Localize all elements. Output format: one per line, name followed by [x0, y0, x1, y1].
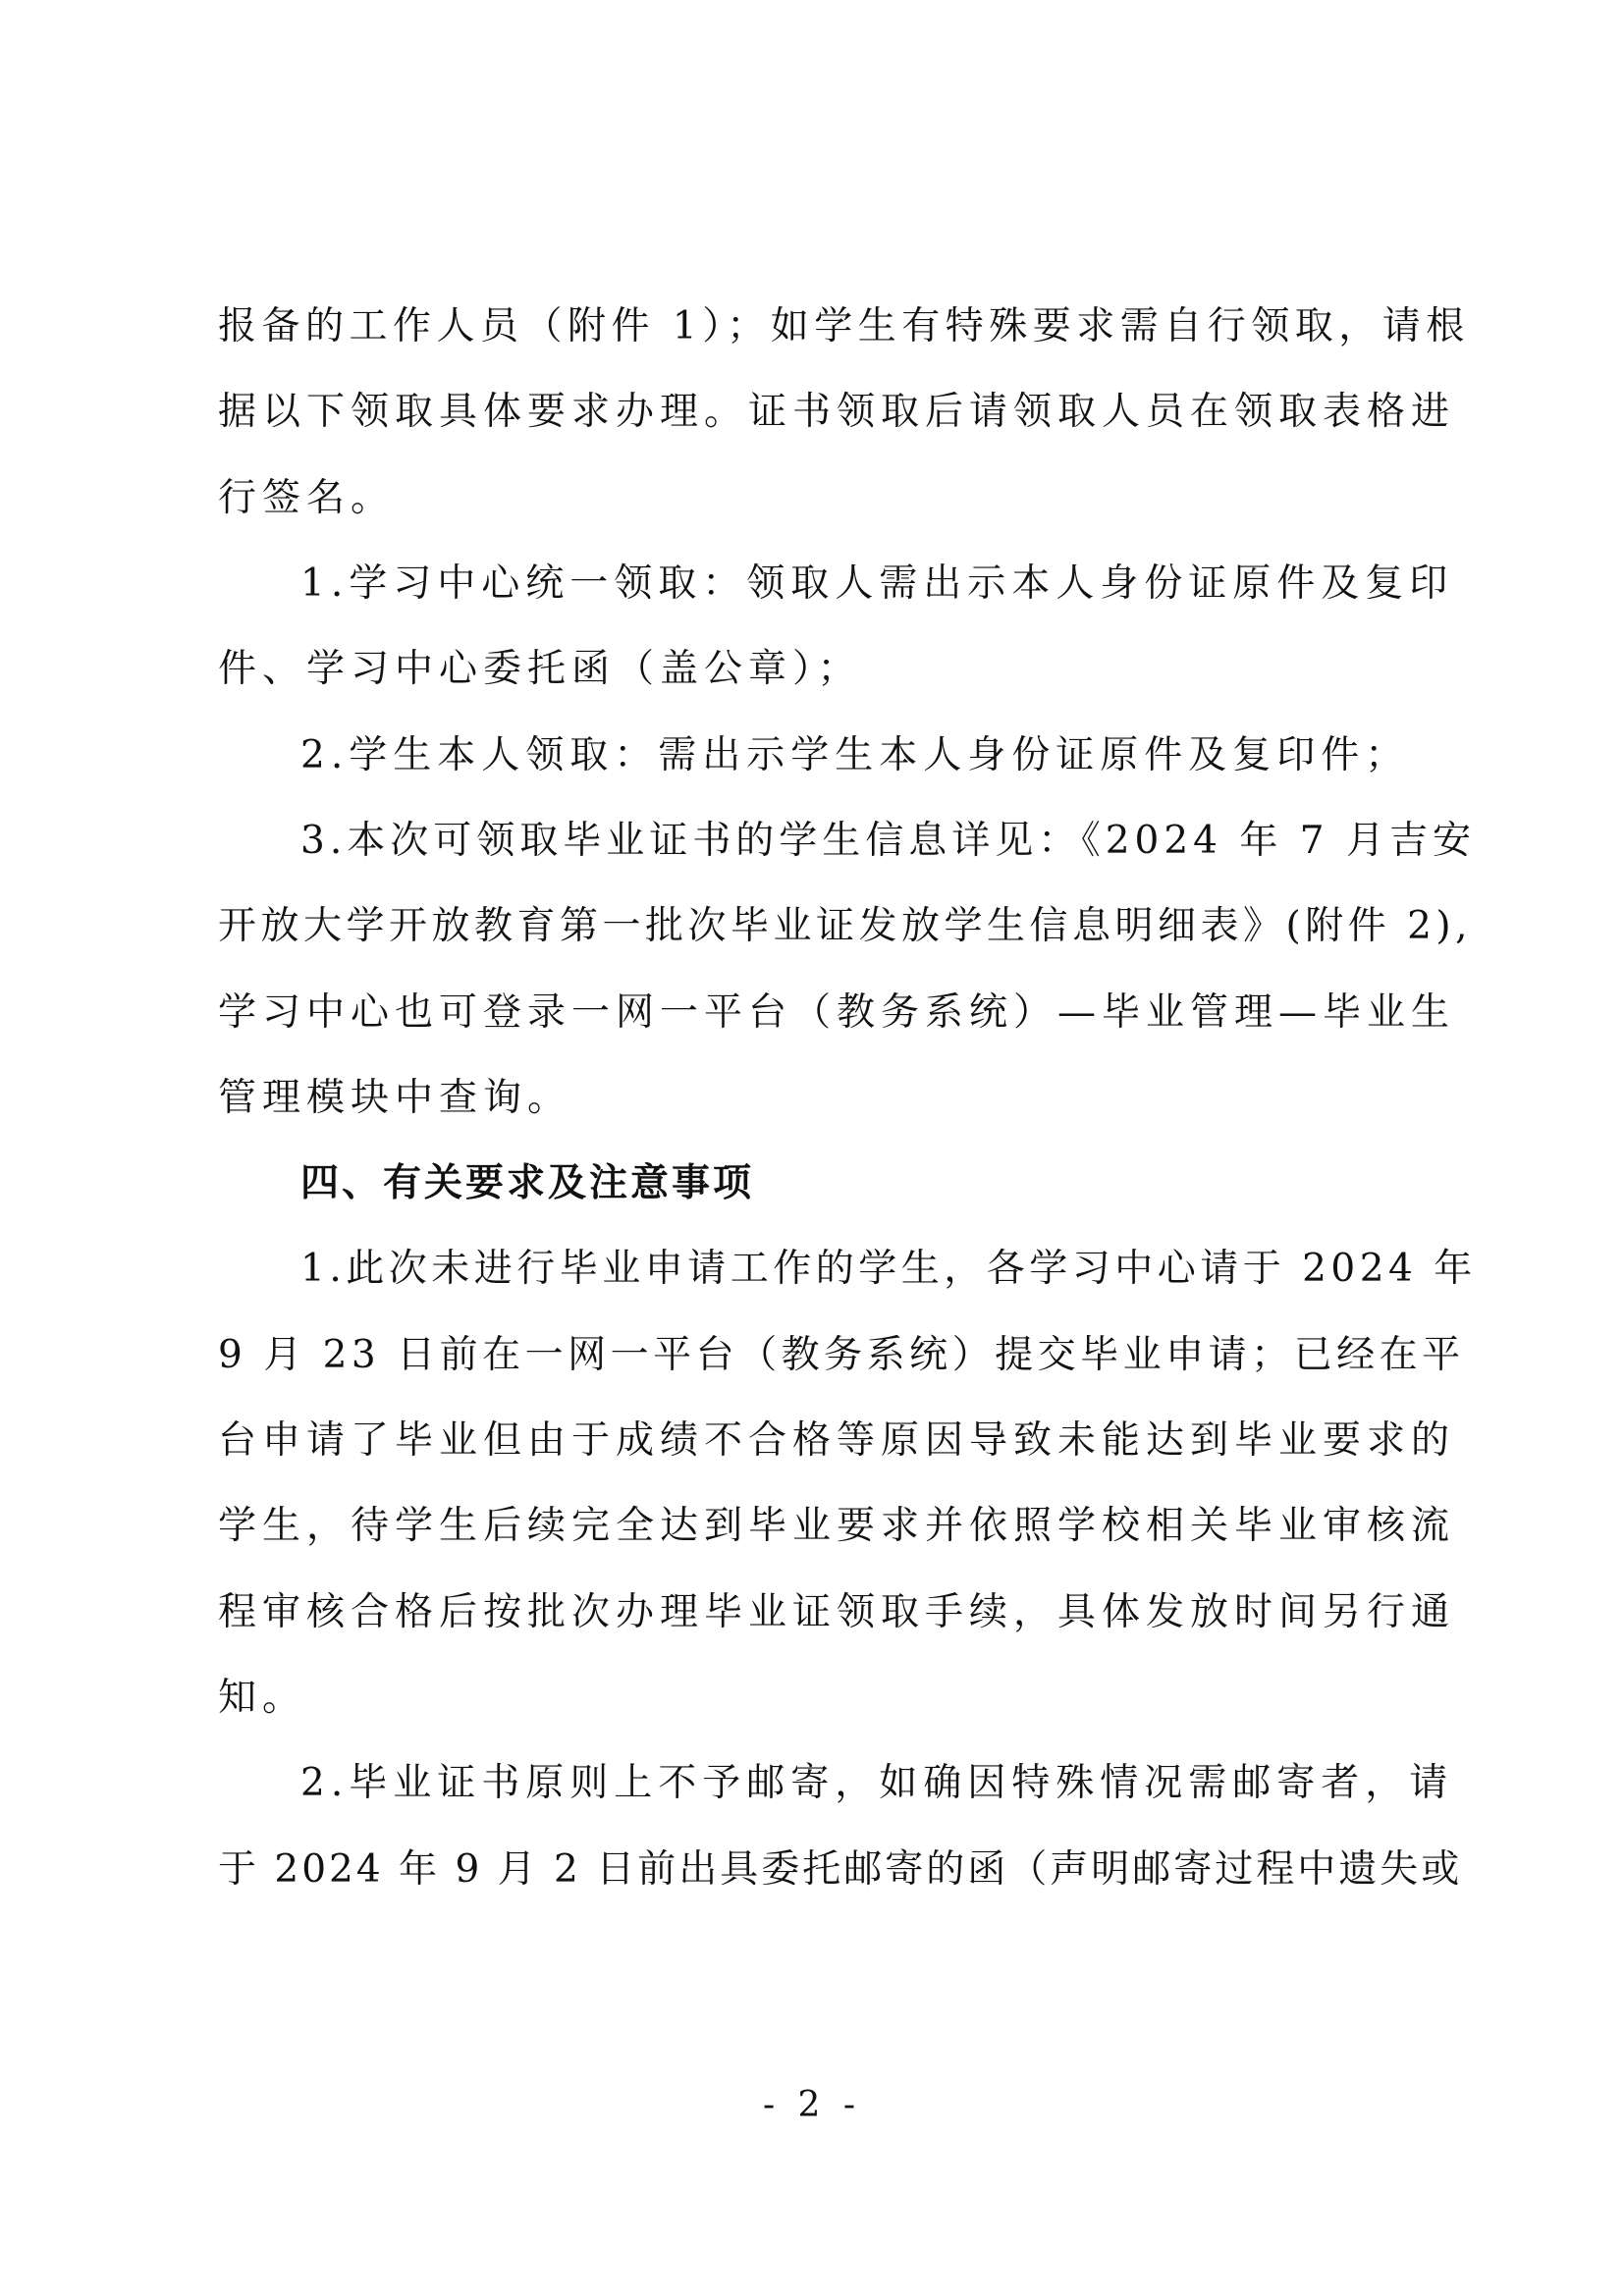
list-item-line: 台申请了毕业但由于成绩不合格等原因导致未能达到毕业要求的 — [218, 1418, 1456, 1463]
paragraph-line: 行签名。 — [218, 476, 396, 520]
list-item-line: 程审核合格后按批次办理毕业证领取手续，具体发放时间另行通 — [218, 1590, 1456, 1634]
list-item-line: 开放大学开放教育第一批次毕业证发放学生信息明细表》(附件 2), — [218, 904, 1473, 948]
list-item-line: 1.此次未进行毕业申请工作的学生，各学习中心请于 2024 年 — [300, 1247, 1477, 1291]
list-item-line: 3.本次可领取毕业证书的学生信息详见：《2024 年 7 月吉安 — [300, 819, 1476, 863]
list-item-line: 2.学生本人领取：需出示学生本人身份证原件及复印件； — [300, 733, 1410, 777]
paragraph-line: 报备的工作人员（附件 1）；如学生有特殊要求需自行领取，请根 — [218, 304, 1470, 348]
list-item-line: 件、学习中心委托函（盖公章）； — [218, 647, 862, 691]
list-item-line: 2.毕业证书原则上不予邮寄，如确因特殊情况需邮寄者，请 — [300, 1761, 1454, 1805]
list-item-line: 管理模块中查询。 — [218, 1076, 572, 1120]
list-item-line: 1.学习中心统一领取：领取人需出示本人身份证原件及复印 — [300, 561, 1454, 606]
list-item-line: 于 2024 年 9 月 2 日前出具委托邮寄的函（声明邮寄过程中遗失或 — [218, 1847, 1463, 1892]
list-item-line: 9 月 23 日前在一网一平台（教务系统）提交毕业申请；已经在平 — [218, 1333, 1465, 1377]
page-number: - 2 - — [762, 2085, 862, 2125]
list-item-line: 学生，待学生后续完全达到毕业要求并依照学校相关毕业审核流 — [218, 1504, 1456, 1548]
section-heading: 四、有关要求及注意事项 — [300, 1161, 755, 1205]
list-item-line: 学习中心也可登录一网一平台（教务系统）—毕业管理—毕业生 — [218, 990, 1456, 1035]
paragraph-line: 据以下领取具体要求办理。证书领取后请领取人员在领取表格进 — [218, 390, 1456, 434]
list-item-line: 知。 — [218, 1676, 307, 1720]
